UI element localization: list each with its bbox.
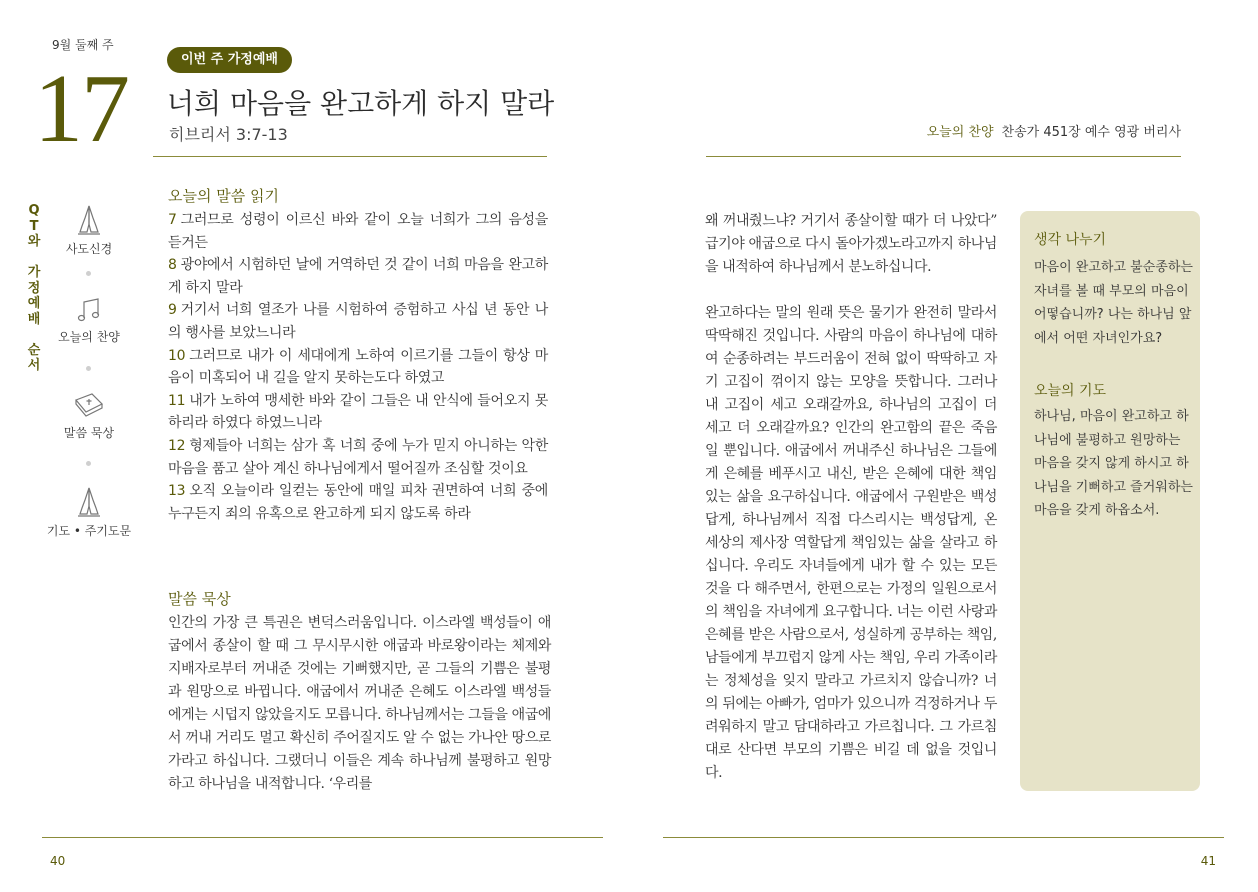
side-item-creed (39, 204, 139, 257)
vertical-char: 와 (27, 234, 41, 249)
verse (168, 299, 548, 344)
verse (168, 435, 548, 480)
verse-number: 7 (168, 212, 177, 228)
praying-hands-icon (74, 204, 104, 236)
verse (168, 390, 548, 435)
vertical-char: 순 (27, 342, 41, 358)
side-item-label: 사도신경 (65, 242, 113, 256)
verse (168, 345, 548, 390)
hymn-label: 오늘의 찬양 (926, 125, 994, 140)
side-item-label: 말씀 묵상 (63, 426, 115, 440)
verse (168, 254, 548, 299)
share-heading: 생각 나누기 (1034, 232, 1107, 248)
meditation-text-right-1: 왜 꺼내줬느냐? 거기서 종살이할 때가 더 나았다” 급기야 애굽으로 다시 돌아가겠노라고까지 하나님을 내적하여 하나님께서 분노하십니다. (705, 213, 997, 275)
verse-number: 10 (168, 347, 186, 364)
verse-text: 광야에서 시험하던 날에 거역하던 것 같이 너희 마음을 완고하게 하지 말라 (168, 257, 548, 296)
bible-icon (72, 390, 106, 420)
side-item-hymn (39, 296, 139, 345)
verse-text: 거기서 너희 열조가 나를 시험하여 증험하고 사십 년 동안 나의 행사를 보았느니라 (168, 302, 548, 341)
nav-dot (86, 271, 91, 276)
page-title: 너희 마음을 완고하게 하지 말라 (167, 87, 555, 120)
vertical-char: 배 (27, 311, 41, 327)
prayer-heading: 오늘의 기도 (1034, 383, 1107, 399)
hymn-info (927, 121, 1181, 140)
nav-dot (86, 461, 91, 466)
nav-dot (86, 366, 91, 371)
verse-text: 내가 노하여 맹세한 바와 같이 그들은 내 안식에 들어오지 못하리라 하였다 하였느니라 (168, 392, 548, 432)
side-item-label: 기도 • 주기도문 (46, 524, 132, 538)
vertical-char: T (29, 218, 39, 234)
hymn-value: 찬송가 451장 예수 영광 버리사 (1001, 125, 1181, 140)
meditation-text-left: 인간의 가장 큰 특권은 변덕스러움입니다. 이스라엘 백성들이 애굽에서 종살이 할 때 그 무시무시한 애굽과 바로왕이라는 체제와 지배자로부터 꺼내준 것에는 기뻐했지만, 곧 그들의 기쁨은 불평과 원망으로 바뀝니다. 애굽에서 꺼내준 은혜도 이스라엘 백성들에게는 시덥지 않았을지도 모릅니다. 하나님께서는 그들을 애굽에서 꺼내 거리도 멀고 확신히 주어질지도 알 수 없는 가나안 땅으로 가라고 하십니다. 그랬더니 이들은 계속 하나님께 불평하고 원망하고 하나님을 내적합니다. ‘우리를 (168, 615, 551, 792)
verse-number: 12 (168, 437, 186, 454)
music-note-icon (76, 296, 102, 324)
day-number: 17 (34, 55, 128, 163)
praying-hands-icon (74, 486, 104, 518)
meditation-text-right-2: 완고하다는 말의 원래 뜻은 물기가 완전히 말라서 딱딱해진 것입니다. 사람의 마음이 하나님에 대하여 순종하려는 부드러움이 전혀 없이 딱딱하고 자기 고집이 꺾이지 않는 모양을 뜻합니다. 그러나 내 고집이 세고 오래갈까요, 하나님의 고집이 더 세고 더 오래갈까요? 인간의 완고함의 끝은 죽음일 뿐입니다. 애굽에서 꺼내주신 하나님은 그들에게 은혜를 베푸시고 내신, 받은 은혜에 대한 책임있는 삶을 요구하십니다. 애굽에서 구원받은 백성답게, 하나님께서 직접 다스리시는 백성답게, 온 세상의 제사장 역할답게 책임있는 삶을 살라고 하십니다. 우리도 자녀들에게 내가 할 수 있는 모든 것을 다 해주면서, 한편으로는 가정의 일원으로서의 책임을 자녀에게 요구합니다. 너는 이런 사랑과 은혜를 받은 사람으로서, 성실하게 공부하는 책임, 남들에게 부끄럽지 않게 사는 책임, 우리 가족이라는 정체성을 잊지 말라고 가르치지 않습니까? 너의 뒤에는 아빠가, 엄마가 있으니까 걱정하거나 두려워하지 말고 담대하라고 가르칩니다. 그 가르침대로 산다면 부모의 기쁨은 비길 데 없을 것입니다. (705, 305, 997, 781)
section-badge: 이번 주 가정예배 (167, 47, 292, 73)
side-item-meditation (39, 390, 139, 441)
vertical-char: 서 (27, 358, 41, 373)
scripture-reference: 히브리서 3:7-13 (169, 125, 288, 144)
header-divider-left (153, 156, 547, 157)
side-item-label: 오늘의 찬양 (58, 330, 120, 344)
vertical-char: 예 (27, 296, 41, 311)
page-number-left: 40 (50, 854, 66, 868)
verse-text: 그러므로 성령이 이르신 바와 같이 오늘 너희가 그의 음성을 듣거든 (168, 212, 548, 251)
prayer-text: 하나님, 마음이 완고하고 하나님에 불평하고 원망하는 마음을 갖지 않게 하시고 하나님을 기뻐하고 즐거워하는 마음을 갖게 하옵소서. (1034, 409, 1193, 518)
footer-divider-right (663, 837, 1224, 838)
verse-text: 오직 오늘이라 일컫는 동안에 매일 피차 권면하여 너희 중에 누구든지 죄의 유혹으로 완고하게 되지 않도록 하라 (168, 483, 548, 522)
footer-divider-left (42, 837, 603, 838)
verse (168, 480, 548, 525)
header-divider-right (706, 156, 1181, 157)
verse-text: 형제들아 너희는 삼가 혹 너희 중에 누가 믿지 아니하는 악한 마음을 품고 살아 계신 하나님에게서 떨어질까 조심할 것이요 (168, 437, 548, 477)
share-text: 마음이 완고하고 불순종하는 자녀를 볼 때 부모의 마음이 어떻습니까? 나는 하나님 앞에서 어떤 자녀인가요? (1034, 260, 1193, 346)
verse-list (168, 209, 548, 525)
vertical-char: Q (28, 203, 40, 218)
meditation-heading: 말씀 묵상 (168, 590, 231, 608)
verse-number: 9 (168, 302, 177, 319)
verse-text: 그러므로 내가 이 세대에게 노하여 이르기를 그들이 항상 마음이 미혹되어 내 길을 알지 못하는도다 하였고 (168, 347, 548, 387)
reading-heading: 오늘의 말씀 읽기 (168, 187, 279, 205)
verse (168, 209, 548, 254)
page-number-right: 41 (1200, 854, 1216, 868)
vertical-char: 가 (27, 265, 41, 280)
week-label: 9월 둘째 주 (52, 38, 114, 52)
verse-number: 13 (168, 483, 186, 500)
side-item-prayer (39, 486, 139, 539)
verse-number: 11 (168, 392, 186, 409)
verse-number: 8 (168, 257, 177, 274)
vertical-char: 정 (27, 280, 41, 296)
